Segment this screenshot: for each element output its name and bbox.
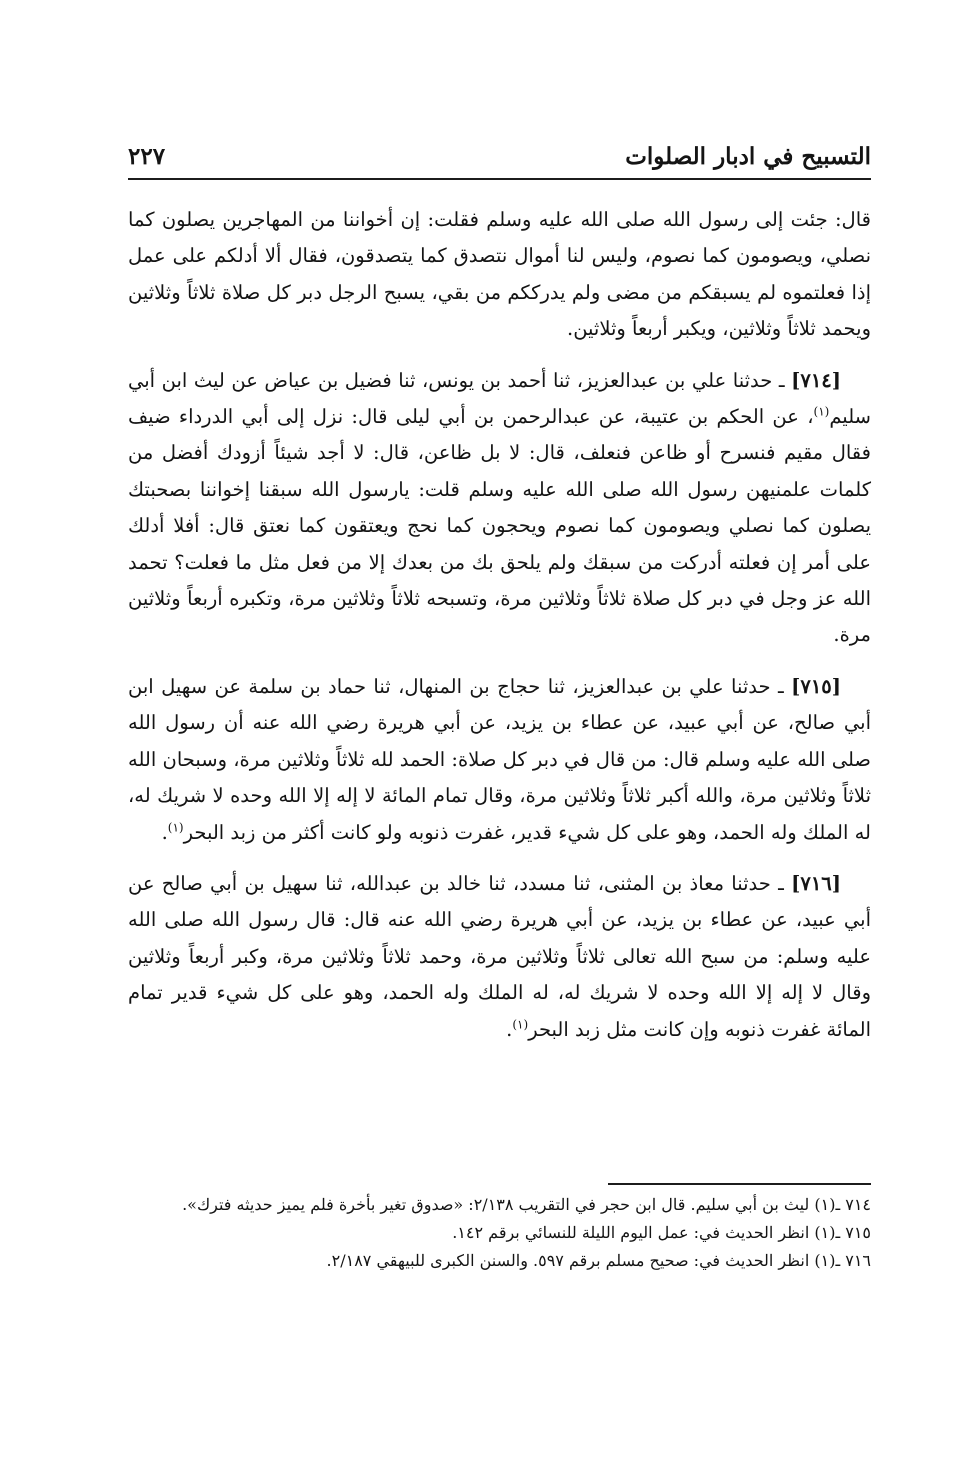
hadith-715 bbox=[128, 669, 871, 851]
hadith-text: ـ حدثنا علي بن عبدالعزيز، ثنا حجاج بن المنهال، ثنا حماد بن سلمة عن سهيل ابن أبي صالح، عن أبي عبيد، عن عطاء بن يزيد، عن أبي هريرة رضي الله عنه أن رسول الله صلى الله عليه وسلم قال: من قال في دبر كل صلاة: الحمد لله ثلاثاً وثلاثين مرة، وسبحان الله ثلاثاً وثلاثين مرة، والله أكبر ثلاثاً وثلاثين مرة، وقال تمام المائة لا إله إلا الله وحده لا شريك له، له الملك وله الحمد، وهو على كل شيء قدير، غفرت ذنوبه ولو كانت أكثر من زبد البحر bbox=[128, 674, 871, 844]
hadith-number: [٧١٤] bbox=[791, 368, 841, 392]
footnotes bbox=[128, 1191, 871, 1275]
header-divider bbox=[128, 178, 871, 180]
paragraph-text: قال: جئت إلى رسول الله صلى الله عليه وسلم فقلت: إن أخواننا من المهاجرين يصلون كما نصلي، ويصومون كما نصوم، وليس لنا أموال نتصدق كما يتصدقون، فقال ألا أدلكم على عمل إذا فعلتموه لم يسبقكم من مضى ولم يدرككم من بقي، يسبح الرجل دبر كل صلاة ثلاثاً وثلاثين ويحمد ثلاثاً وثلاثين، ويكبر أربعاً وثلاثين. bbox=[128, 208, 871, 341]
hadith-716 bbox=[128, 866, 871, 1048]
page-number: ٢٢٧ bbox=[128, 143, 166, 170]
hadith-text: ـ حدثنا معاذ بن المثنى، ثنا مسدد، ثنا خالد بن عبدالله، ثنا سهيل بن أبي صالح عن أبي عبيد، عن عطاء بن يزيد، عن أبي هريرة رضي الله عنه قال: قال رسول الله صلى الله عليه وسلم: من سبح الله تعالى ثلاثاً وثلاثين مرة، وحمد ثلاثاً وثلاثين مرة، وكبر أربعاً وثلاثين وقال لا إله إلا الله وحده لا شريك له، له الملك وله الحمد، وهو على كل شيء قدير تمام المائة غفرت ذنوبه وإن كانت مثل زبد البحر bbox=[128, 871, 871, 1041]
hadith-text: ، عن الحكم بن عتيبة، عن عبدالرحمن بن أبي ليلى قال: نزل إلى أبي الدرداء ضيف فقال مقيم فنسرح أو ظاعن فنعلف، قال: لا بل ظاعن، قال: لا أجد شيئاً أزودك أفضل من كلمات علمنيهن رسول الله صلى الله عليه وسلم قلت: يارسول الله سبقنا إخواننا بصحبتك يصلون كما نصلي ويصومون كما نصوم ويحجون كما نحج ويعتقون كما نعتق قال: أفلا أدلك على أمر إن فعلته أدركت من سبقك ولم يلحق بك من بعدك إلا من فعل مثل ما فعلت؟ تحمد الله عز وجل في دبر كل صلاة ثلاثاً وثلاثين مرة، وتسبحه ثلاثاً وثلاثين مرة، وتكبره أربعاً وثلاثين مرة. bbox=[128, 405, 871, 647]
footnote-716: ٧١٦ ـ(١) انظر الحديث في: صحيح مسلم برقم ٥٩٧. والسنن الكبرى للبيهقي ٢/١٨٧. bbox=[326, 1251, 871, 1270]
footnote-marker: (١) bbox=[167, 820, 184, 834]
footnote-divider bbox=[608, 1183, 871, 1185]
paragraph-continuation bbox=[128, 202, 871, 348]
running-header bbox=[128, 135, 871, 177]
hadith-text: . bbox=[506, 1017, 513, 1041]
hadith-714 bbox=[128, 363, 871, 654]
hadith-text: . bbox=[161, 820, 168, 844]
footnote-715: ٧١٥ ـ(١) انظر الحديث في: عمل اليوم الليلة للنسائي برقم ١٤٢. bbox=[452, 1223, 871, 1242]
running-title: التسبيح في ادبار الصلوات bbox=[625, 143, 871, 170]
footnote-714: ٧١٤ ـ(١) ليث بن أبي سليم. قال ابن حجر في التقريب ٢/١٣٨: «صدوق تغير بأخرة فلم يميز حديثه فترك». bbox=[182, 1195, 871, 1214]
hadith-text: ـ حدثنا علي بن عبدالعزيز، ثنا أحمد بن يونس، ثنا فضيل بن عياض عن ليث ابن أبي سليم bbox=[128, 368, 871, 429]
footnote-marker: (١) bbox=[512, 1017, 529, 1032]
hadith-number: [٧١٦] bbox=[791, 871, 841, 895]
hadith-number: [٧١٥] bbox=[791, 674, 841, 698]
footnote-marker: (١) bbox=[813, 404, 830, 419]
main-text bbox=[128, 202, 871, 1063]
